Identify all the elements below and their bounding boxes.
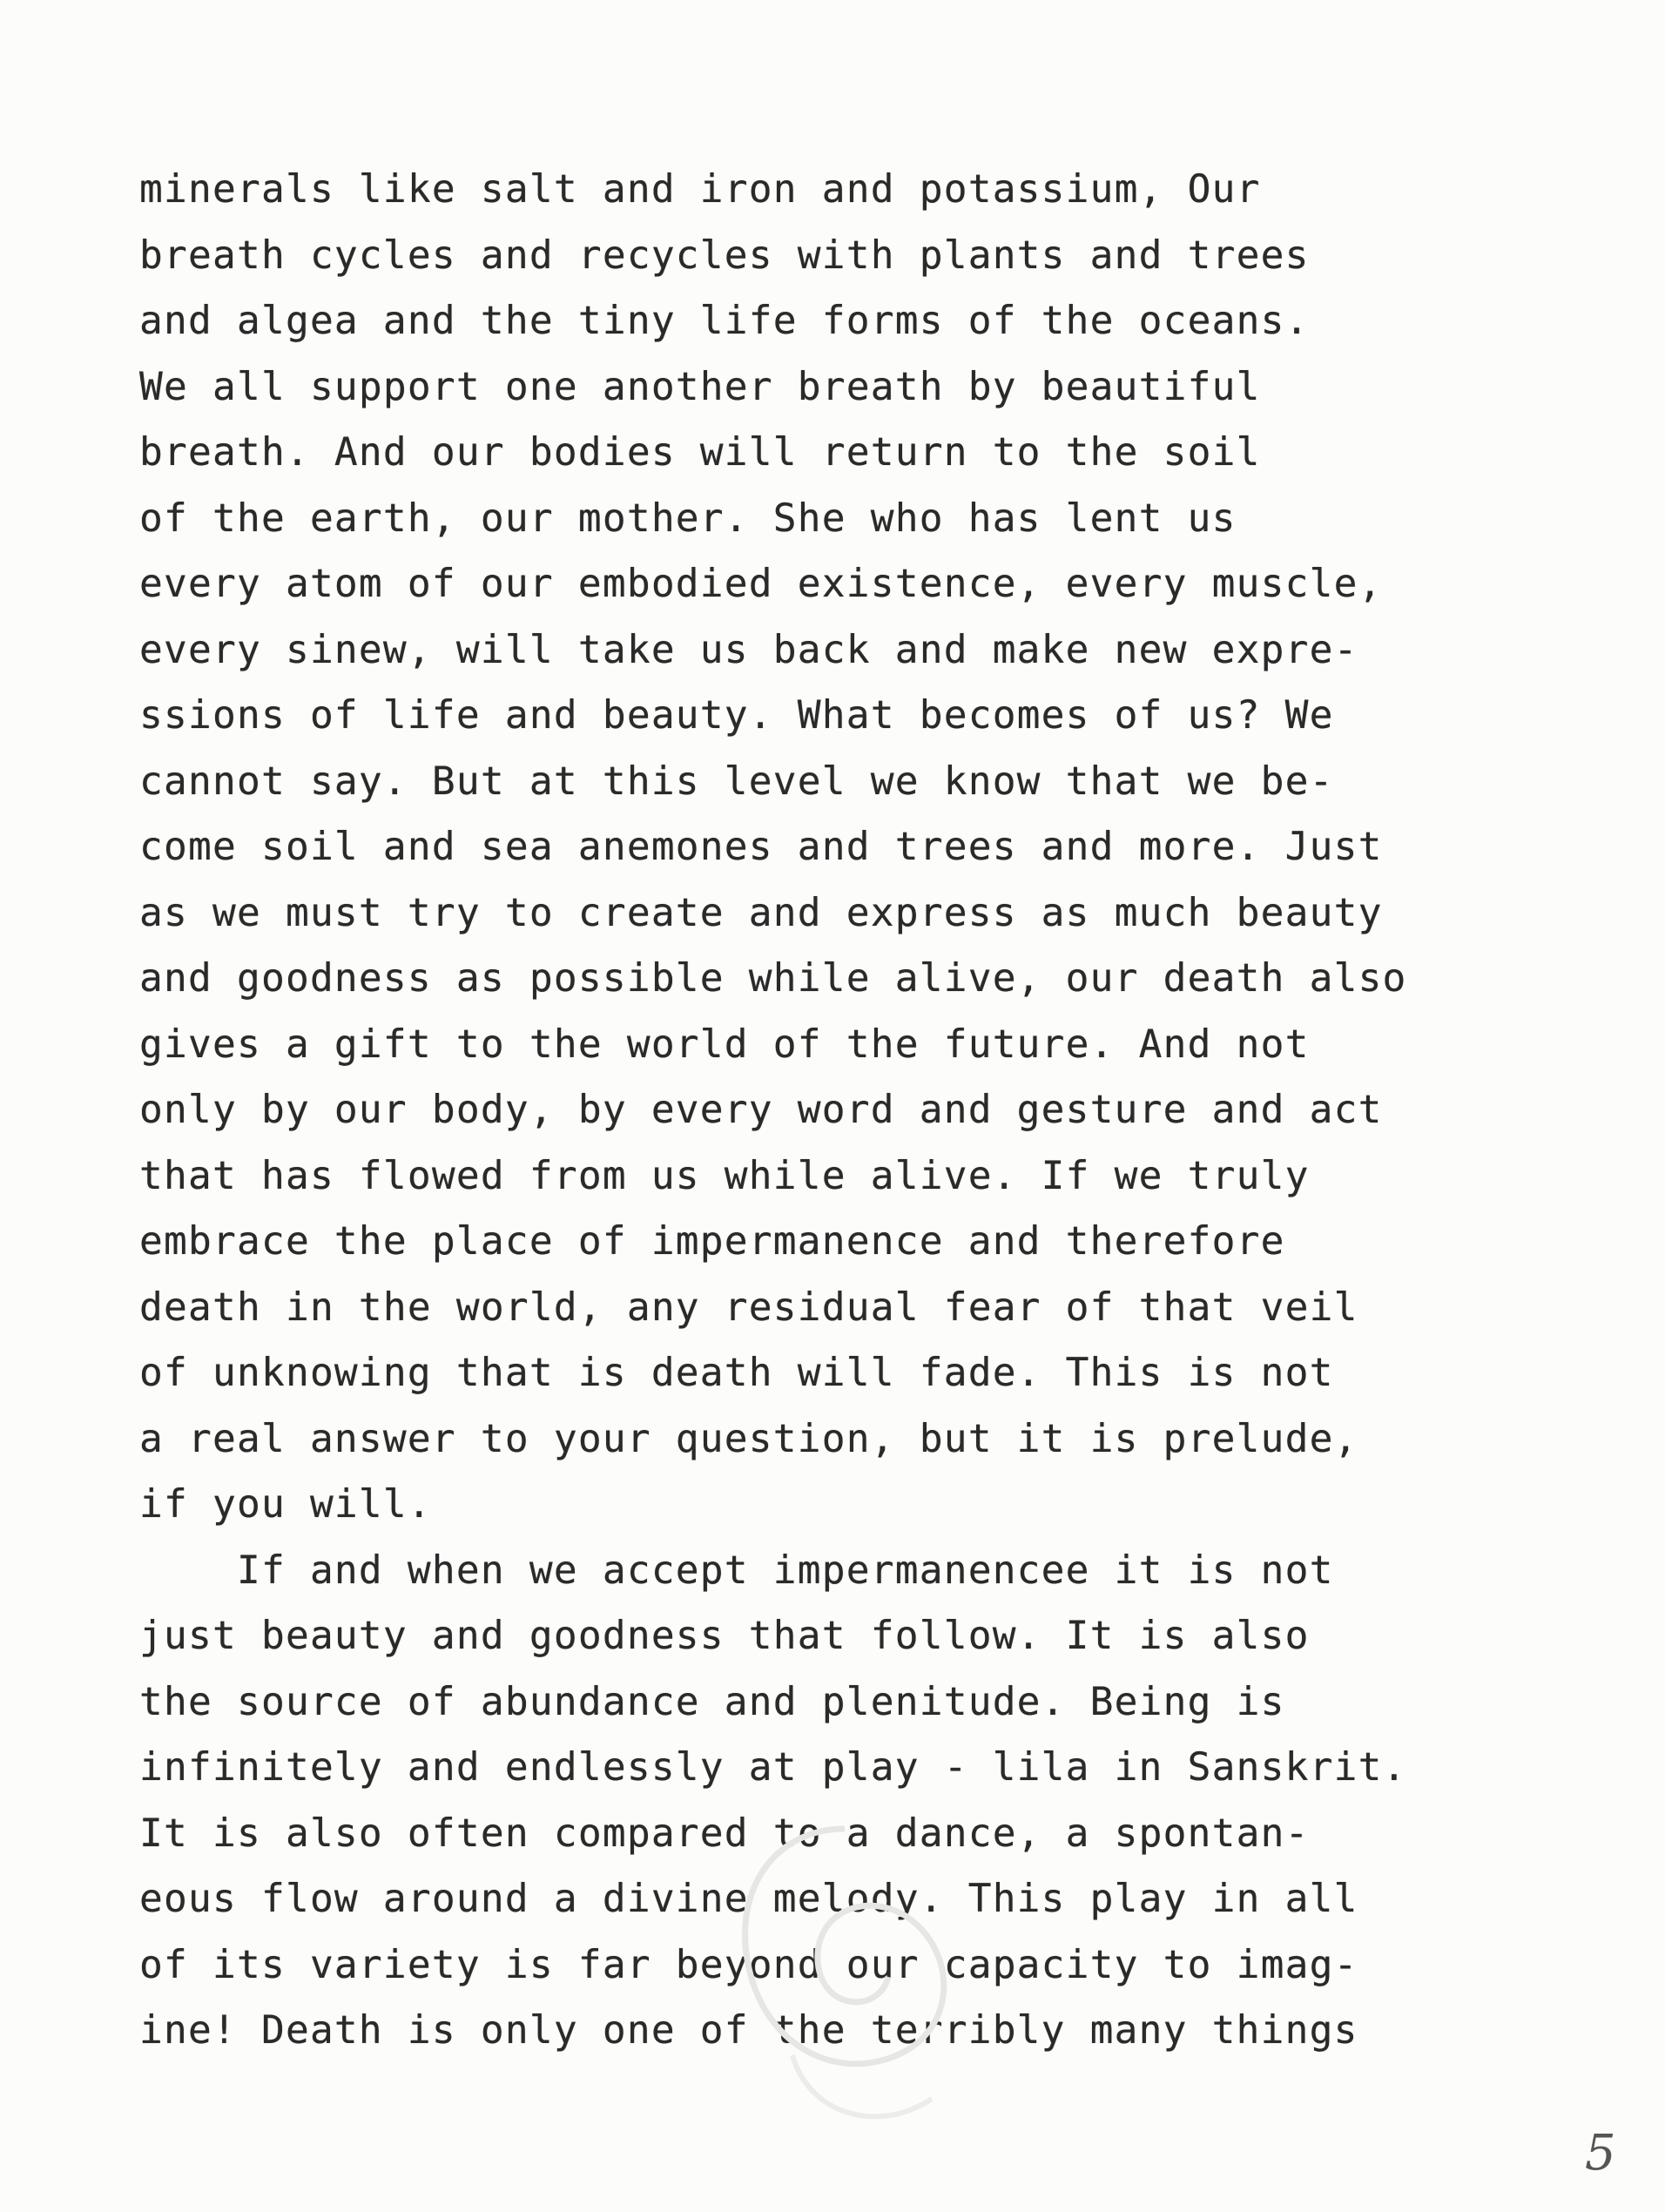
text-line: every sinew, will take us back and make new expre- [139, 627, 1358, 672]
text-line: a real answer to your question, but it is prelude, [139, 1416, 1358, 1461]
text-line: It is also often compared to a dance, a spontan- [139, 1811, 1310, 1856]
text-line: ine! Death is only one of the terribly many things [139, 2008, 1358, 2053]
text-line: of the earth, our mother. She who has lent us [139, 496, 1237, 541]
text-line: if you will. [139, 1482, 432, 1527]
text-line: embrace the place of impermanence and therefore [139, 1219, 1285, 1264]
text-line: death in the world, any residual fear of that veil [139, 1285, 1358, 1330]
text-line: come soil and sea anemones and trees and more. Just [139, 825, 1383, 869]
text-line: infinitely and endlessly at play - lila in Sanskrit. [139, 1745, 1407, 1790]
text-line: of unknowing that is death will fade. This is not [139, 1351, 1334, 1395]
text-line: of its variety is far beyond our capacity to imag- [139, 1942, 1358, 1987]
text-line: breath cycles and recycles with plants and trees [139, 233, 1310, 278]
text-line: breath. And our bodies will return to the soil [139, 430, 1261, 475]
typed-text-body [139, 157, 1550, 2064]
text-line: only by our body, by every word and gesture and act [139, 1088, 1383, 1132]
text-line: every atom of our embodied existence, every muscle, [139, 562, 1383, 606]
text-line: the source of abundance and plenitude. Being is [139, 1679, 1285, 1724]
text-line: cannot say. But at this level we know that we be- [139, 759, 1334, 804]
text-line: gives a gift to the world of the future. And not [139, 1022, 1310, 1067]
text-line: that has flowed from us while alive. If we truly [139, 1153, 1310, 1198]
text-line: just beauty and goodness that follow. It is also [139, 1614, 1310, 1658]
page-number: 5 [1585, 2125, 1616, 2182]
text-line: If and when we accept impermanencee it is not [139, 1548, 1334, 1593]
text-line: and algea and the tiny life forms of the oceans. [139, 299, 1310, 343]
text-line: and goodness as possible while alive, our death also [139, 956, 1407, 1001]
text-line: as we must try to create and express as much beauty [139, 890, 1383, 935]
text-line: We all support one another breath by beautiful [139, 364, 1261, 409]
text-line: eous flow around a divine melody. This play in all [139, 1877, 1358, 1921]
text-line: ssions of life and beauty. What becomes of us? We [139, 693, 1334, 738]
text-line: minerals like salt and iron and potassium, Our [139, 167, 1261, 212]
